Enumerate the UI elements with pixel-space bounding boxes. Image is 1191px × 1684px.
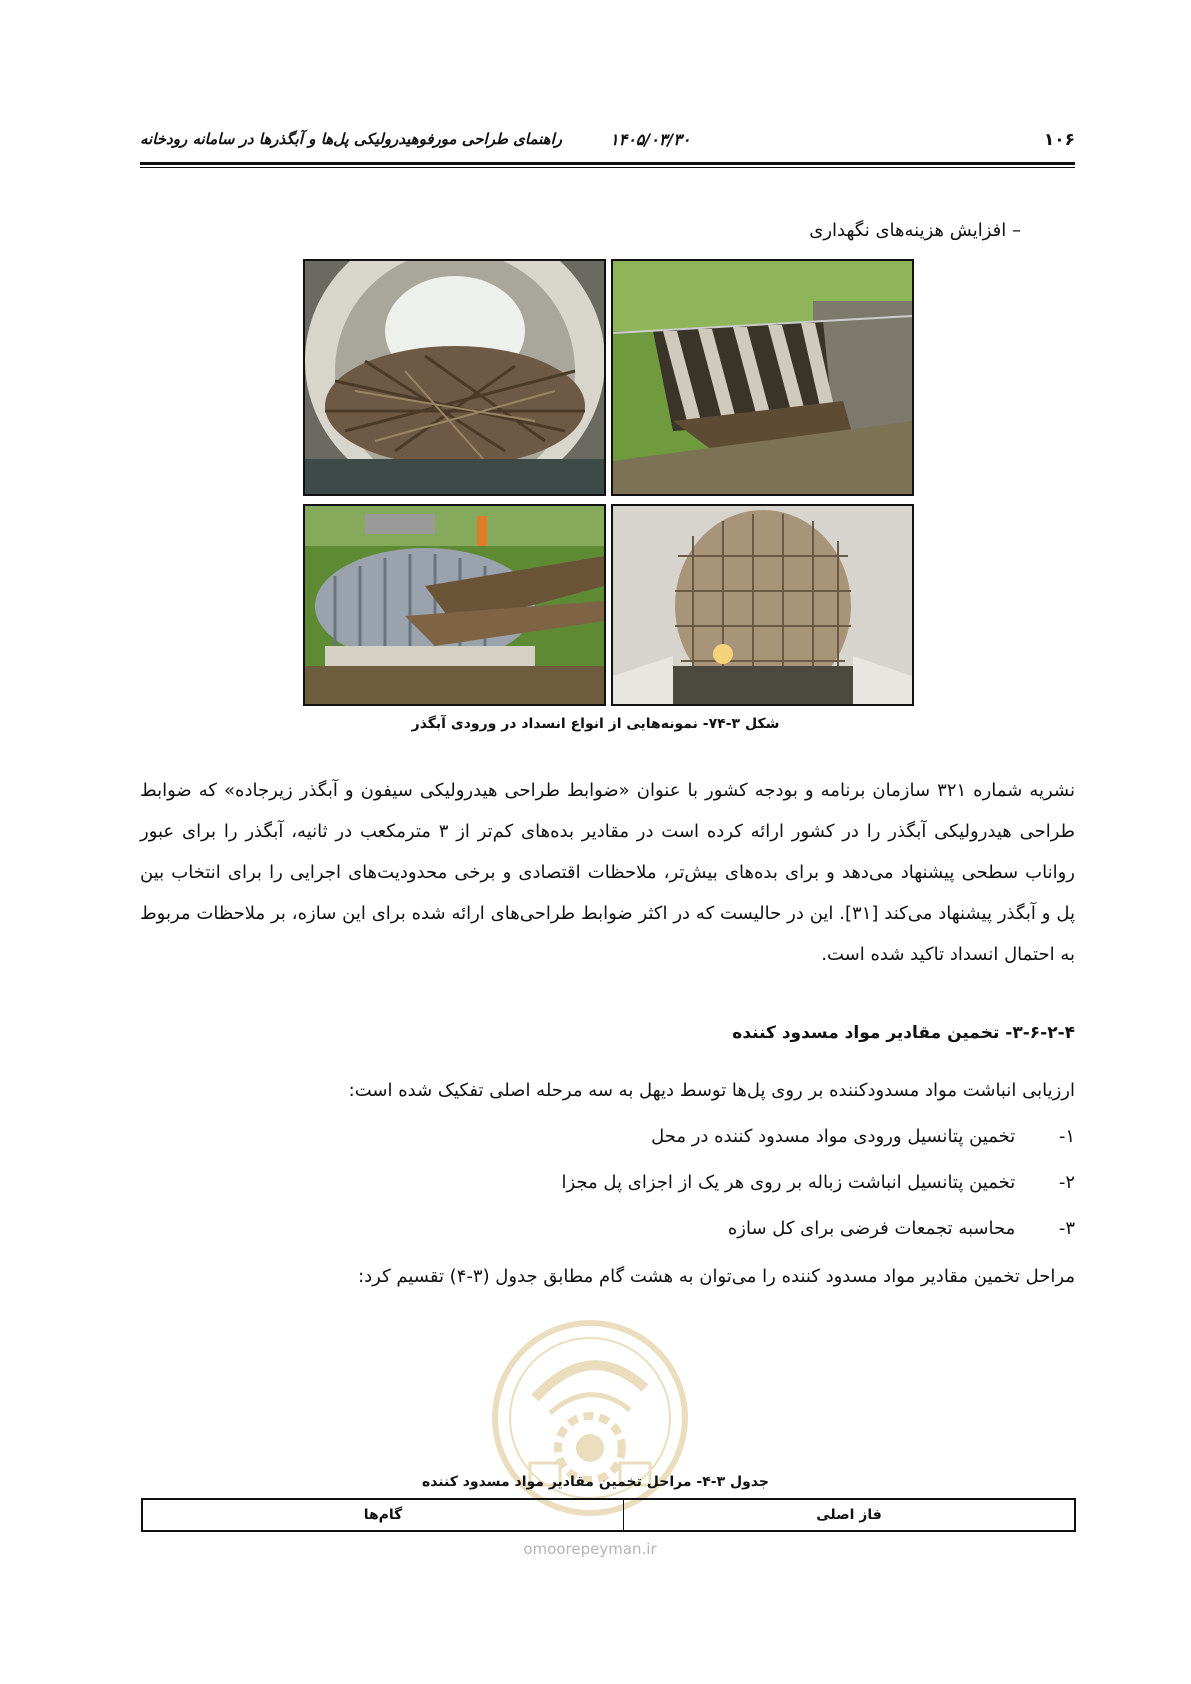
list-text: تخمین پتانسیل انباشت زباله بر روی هر یک از اجزای پل مجزا [561, 1172, 1016, 1193]
section-outro: مراحل تخمین مقادیر مواد مسدود کننده را می‌توان به هشت گام مطابق جدول (۳-۴) تقسیم کرد: [358, 1266, 1075, 1287]
figure-caption: شکل ۳-۷۴- نمونه‌هایی از انواع انسداد در ورودی آبگذر [411, 716, 780, 732]
list-item [561, 1172, 1075, 1193]
body-paragraph: نشریه شماره ۳۲۱ سازمان برنامه و بودجه کشور با عنوان «ضوابط طراحی هیدرولیکی سیفون و آبگذر زیرجاده» که ضوابط طراحی هیدرولیکی آبگذر را در کشور ارائه کرده است در مقادیر بده‌های کم‌تر از ۳ مترمکعب در ثانیه، آبگذر را برای عبور رواناب سطحی پیشنهاد می‌دهد و برای بده‌های بیش‌تر، ملاحظات اقتصادی و برخی محدودیت‌های اجرایی را برای انتخاب بین پل و آبگذر پیشنهاد می‌کند [۳۱]. این در حالیست که در اکثر ضوابط طراحی‌های ارائه شده برای این سازه، بر ملاحظات مربوط به احتمال انسداد تاکید شده است. [140, 780, 1075, 965]
table-caption: جدول ۳-۴- مراحل تخمین مقادیر مواد مسدود کننده [421, 1474, 770, 1490]
list-text: تخمین پتانسیل ورودی مواد مسدود کننده در محل [651, 1126, 1016, 1147]
page-number: ۱۰۶ [1043, 130, 1075, 150]
list-item [728, 1218, 1075, 1239]
header-rule-thin [140, 167, 1075, 168]
list-item [651, 1126, 1075, 1147]
header-date: ۱۴۰۵/۰۳/۳۰ [610, 130, 691, 149]
column-header-steps: گام‌ها [363, 1507, 403, 1523]
running-header [140, 126, 1075, 156]
photo-grate-culvert [611, 504, 914, 706]
watermark-url: omoorepeyman.ir [523, 1540, 657, 1558]
photo-culvert-branches [303, 259, 606, 496]
list-number: ۳- [1058, 1218, 1075, 1239]
steps-table-header [141, 1498, 1076, 1532]
header-rule [140, 162, 1075, 165]
section-intro: ارزیابی انباشت مواد مسدودکننده بر روی پل‌ها توسط دیهل به سه مرحله اصلی تفکیک شده است: [348, 1080, 1075, 1101]
list-text: محاسبه تجمعات فرضی برای کل سازه [727, 1218, 1016, 1239]
column-header-phase: فاز اصلی [623, 1500, 1074, 1530]
header-title: راهنمای طراحی مورفوهیدرولیکی پل‌ها و آبگذرها در سامانه رودخانه [140, 130, 562, 148]
list-number: ۲- [1058, 1172, 1075, 1193]
list-number: ۱- [1058, 1126, 1075, 1147]
photo-fallen-tree-culvert [303, 504, 606, 706]
section-heading: ۳-۶-۲-۴- تخمین مقادیر مواد مسدود کننده [732, 1023, 1075, 1043]
bullet-item: – افزایش هزینه‌های نگهداری [809, 220, 1021, 241]
photo-debris-rack [611, 259, 914, 496]
